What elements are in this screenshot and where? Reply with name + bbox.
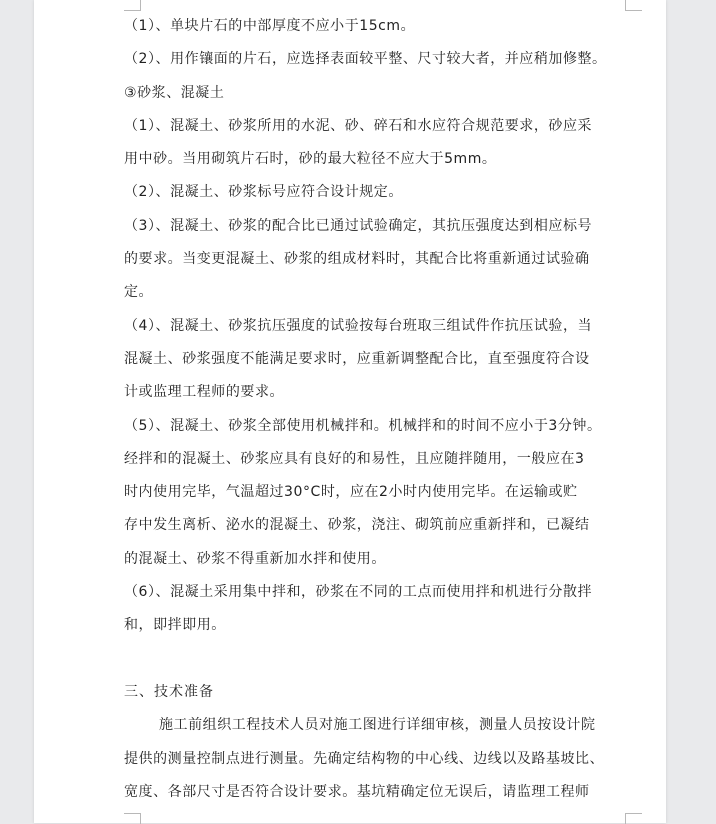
document-body xyxy=(124,10,614,809)
text-line: （1）、单块片石的中部厚度不应小于15cm。 xyxy=(124,18,416,34)
text-line: 经拌和的混凝土、砂浆应具有良好的和易性，且应随拌随用，一般应在3 xyxy=(124,450,585,467)
text-line: （1）、混凝土、砂浆所用的水泥、砂、碎石和水应符合规范要求，砂应采 xyxy=(124,117,593,134)
text-line: （2）、用作镶面的片石，应选择表面较平整、尺寸较大者，并应稍加修整。 xyxy=(124,51,607,68)
crop-mark-bottom-left xyxy=(124,813,141,824)
text-line: 混凝土、砂浆强度不能满足要求时，应重新调整配合比，直至强度符合设 xyxy=(124,350,590,367)
paragraph-line: 提供的测量控制点进行测量。先确定结构物的中心线、边线以及路基坡比、 xyxy=(124,750,605,767)
text-line: （4）、混凝土、砂浆抗压强度的试验按每台班取三组试件作抗压试验，当 xyxy=(124,317,593,334)
text-line: 时内使用完毕，气温超过30°C时，应在2小时内使用完毕。在运输或贮 xyxy=(124,484,578,501)
text-line: （6）、混凝土采用集中拌和，砂浆在不同的工点而使用拌和机进行分散拌 xyxy=(124,584,593,601)
crop-mark-bottom-right xyxy=(625,813,642,824)
text-line: 和，即拌即用。 xyxy=(124,617,226,634)
section-heading: 三、技术准备 xyxy=(124,683,214,700)
text-line: 的要求。当变更混凝土、砂浆的组成材料时，其配合比将重新通过试验确 xyxy=(124,251,590,268)
section-subheading: ③砂浆、混凝土 xyxy=(124,84,225,101)
text-line: （2）、混凝土、砂浆标号应符合设计规定。 xyxy=(124,184,403,201)
text-line: 的混凝土、砂浆不得重新加水拌和使用。 xyxy=(124,550,386,567)
text-line: （3）、混凝土、砂浆的配合比已通过试验确定，其抗压强度达到相应标号 xyxy=(124,217,593,234)
text-line: 定。 xyxy=(124,284,154,301)
blank-line xyxy=(124,643,614,676)
crop-mark-top-right xyxy=(625,0,642,11)
text-line: 存中发生离析、泌水的混凝土、砂浆，浇注、砌筑前应重新拌和，已凝结 xyxy=(124,517,590,534)
paragraph-line: 宽度、各部尺寸是否符合设计要求。基坑精确定位无误后，请监理工程师 xyxy=(124,783,590,800)
text-line: 计或监理工程师的要求。 xyxy=(124,384,285,401)
text-line: （5）、混凝土、砂浆全部使用机械拌和。机械拌和的时间不应小于3分钟。 xyxy=(124,417,602,434)
text-line: 用中砂。当用砌筑片石时，砂的最大粒径不应大于5mm。 xyxy=(124,151,497,168)
paragraph-line: 施工前组织工程技术人员对施工图进行详细审核，测量人员按设计院 xyxy=(159,717,596,734)
